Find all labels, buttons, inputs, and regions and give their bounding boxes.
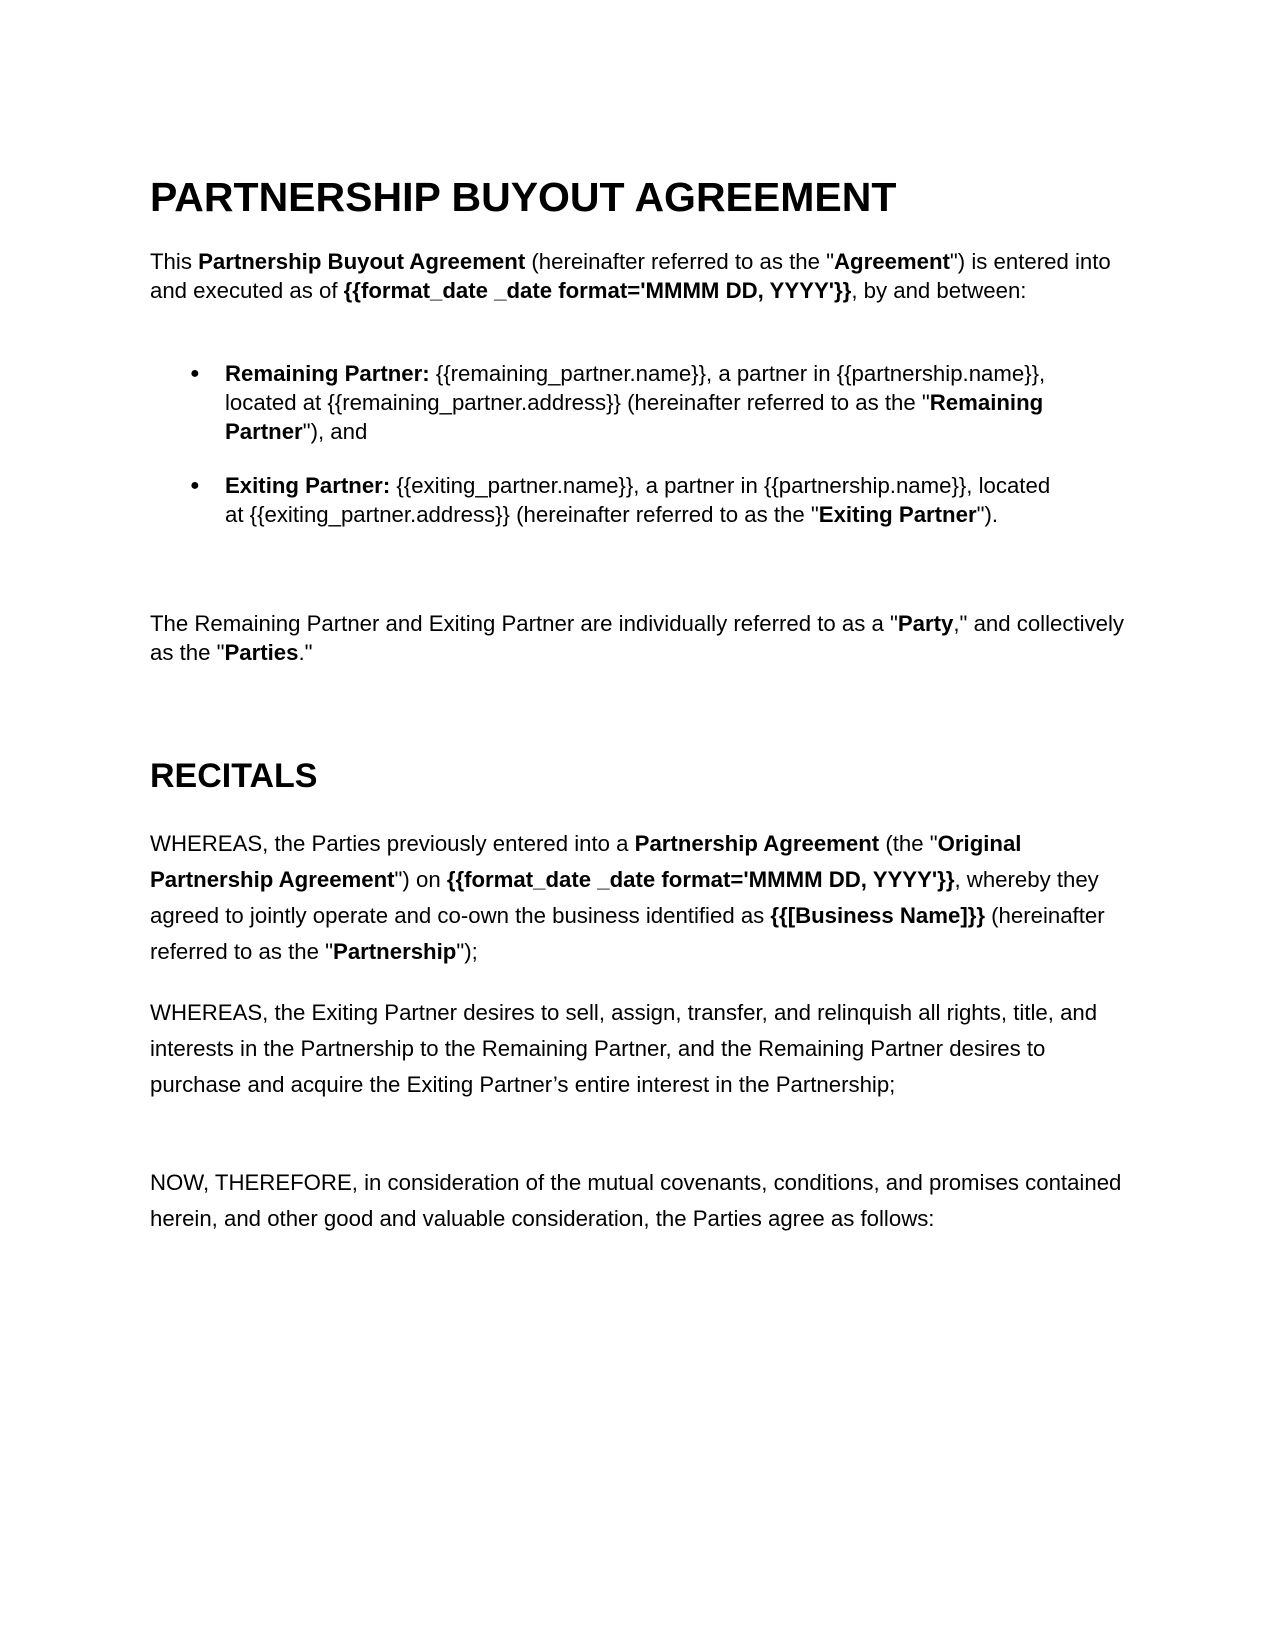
- recital-date-placeholder: {{format_date _date format='MMMM DD, YYYY'}}: [446, 867, 955, 892]
- intro-paragraph: [150, 247, 1140, 305]
- exiting-partner-text: {{exiting_partner.name}}, a partner in {{partnership.name}}, located at {{exiting_partner.address}} (hereinafter referred to as the ": [225, 473, 1051, 527]
- recital-bold-term: Original Partnership Agreement: [150, 831, 1022, 892]
- recitals-heading: RECITALS: [150, 757, 318, 795]
- remaining-partner-text: "), and: [302, 419, 368, 444]
- remaining-partner-defined-term: Remaining Partner: [225, 390, 1044, 444]
- recital-paragraph-1: [150, 826, 1140, 970]
- parties-text: ," and collectively as the ": [150, 611, 1125, 665]
- intro-text: (hereinafter referred to as the ": [525, 249, 835, 274]
- recital-text: (hereinafter referred to as the ": [150, 903, 1105, 964]
- parties-list: [150, 359, 1140, 529]
- intro-defined-term: Agreement: [834, 249, 950, 274]
- parties-text: The Remaining Partner and Exiting Partner are individually referred to as a ": [150, 611, 898, 636]
- exiting-partner-label: Exiting Partner:: [225, 473, 391, 498]
- intro-text: , by and between:: [851, 278, 1027, 303]
- list-item-remaining-partner: [150, 359, 1065, 446]
- remaining-partner-text: {{remaining_partner.name}}, a partner in {{partnership.name}}, located at {{remaining_partner.address}} (hereinafter referred to as the ": [225, 361, 1046, 415]
- recital-text: WHEREAS, the Parties previously entered into a: [150, 831, 635, 856]
- parties-paragraph: [150, 609, 1140, 667]
- recital-text: ");: [456, 939, 478, 964]
- recital-paragraph-3: [150, 1165, 1140, 1237]
- parties-text: .": [298, 640, 313, 665]
- recital-text: WHEREAS, the Exiting Partner desires to sell, assign, transfer, and relinquish all rights, title, and interests in the Partnership to the Remaining Partner, and the Remaining Partner desires to purchase and acquire the Exiting Partner’s entire interest in the Partnership;: [150, 1000, 1098, 1097]
- party-defined-term: Party: [897, 611, 954, 636]
- parties-defined-term: Parties: [224, 640, 299, 665]
- recital-bold-term: Partnership Agreement: [634, 831, 880, 856]
- recital-bold-term: Partnership: [333, 939, 457, 964]
- recital-text: NOW, THEREFORE, in consideration of the mutual covenants, conditions, and promises contained herein, and other good and valuable consideration, the Parties agree as follows:: [150, 1170, 1122, 1231]
- bullet-icon: ●: [190, 477, 200, 494]
- intro-date-placeholder: {{format_date _date format='MMMM DD, YYYY'}}: [343, 278, 852, 303]
- recital-paragraph-2: [150, 995, 1140, 1103]
- recital-text: ") on: [394, 867, 447, 892]
- list-item-exiting-partner: [150, 471, 1065, 529]
- document-title: PARTNERSHIP BUYOUT AGREEMENT: [150, 174, 897, 220]
- intro-text: This: [150, 249, 199, 274]
- recital-text: (the ": [879, 831, 938, 856]
- bullet-icon: ●: [190, 365, 200, 382]
- intro-agreement-name: Partnership Buyout Agreement: [198, 249, 526, 274]
- remaining-partner-label: Remaining Partner:: [225, 361, 430, 386]
- exiting-partner-text: ").: [976, 502, 999, 527]
- recital-text: , whereby they agreed to jointly operate and co-own the business identified as: [150, 867, 1099, 928]
- exiting-partner-defined-term: Exiting Partner: [818, 502, 977, 527]
- recital-business-placeholder: {{[Business Name]}}: [770, 903, 985, 928]
- intro-text: ") is entered into and executed as of: [150, 249, 1111, 303]
